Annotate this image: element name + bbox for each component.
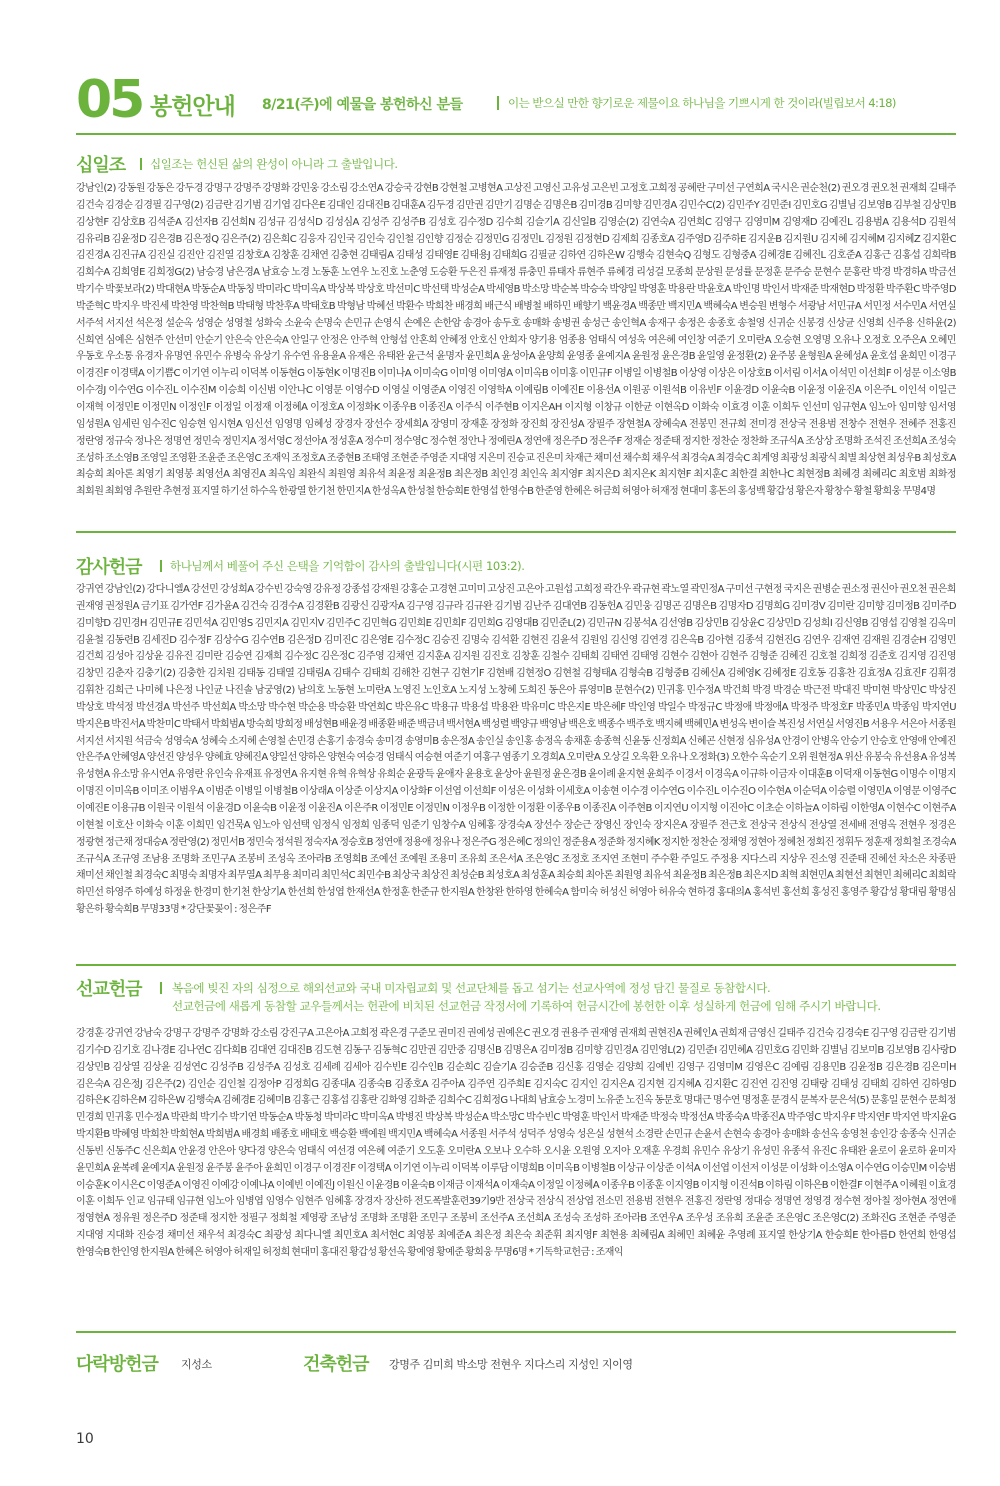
missions-note: * 기독학교헌금 : 조재익 <box>528 1246 623 1258</box>
tithe-subtitle: 십일조는 헌신된 삶의 완성이 아니라 그 출발입니다. <box>150 157 398 171</box>
daraakbang-names: 지성소 <box>181 1358 212 1371</box>
building-names: 강명주 김미희 박소망 전현우 지다스리 지성인 지이영 <box>389 1358 633 1371</box>
tithe-names: 강남인(2) 강동원 강동은 강두경 강명구 강명주 강명화 강민웅 강소림 강소연A 강승국 강현B 강현철 고병현A 고상진 고영신 고유성 고은빈 고정호 고희정 공혜란 구미선 구연희A 국시은 권순천(2) 권오경 권오천 권재희 길태주 김건숙 김경순 김경필 김구영(2) 김금란 김기범 김기엽 김다은E 김대인 김대진B 김대훈A 김두경 김만권 김만기 김명순 김명은B 김미경B 김미향 김민경A 김민수C(2) 김민주Y 김민준I 김민호G 김별님 김보영B 김부철 김상민B 김상현F 김상호B 김석준A 김선자B 김선희N 김성규 김성식D 김성심A 김성주 김성주B 김성호 김수정D 김수희 김슬기A 김신일B 김영순(2) 김연숙A 김연희C 김영구 김영미M 김영재D 김예진L 김용범A 김용석D 김원석 김유리B 김윤정D 김은경B 김은정Q 김은주(2) 김은희C 김응자 김인국 김인숙 김인철 김인향 김정순 김정민G 김정민L 김정원 김정현D 김제희 김종호A 김주영D 김주하E 김지운B 김지원U 김지혜 김지혜M 김지혜Z 김지환C 김진경A 김진규A 김진실 김진안 김진열 김창호A 김창훈 김채연 김충현 김태림A 김태성 김태영E 김태용J 김태희G 김필균 김하연 김하은W 김행숙 김현숙Q 김형도 김형중A 김혜경E 김혜진L 김호준A 김홍근 김홍섭 김희락B 김희수A 김희영E 김희정G(2) 남승경 남은경A 남효승 노경 노동훈 노연우 노진호 노춘영 도승환 두은진 류재정 류충민 류태자 류현주 류혜경 리성걸 모종희 문상원 문성률 문정훈 문주승 문현수 문홍란 박경 박경하A 박금선 박기수 박꽃보라(2) 박대현A 박동순A 박동칭 박미라C 박미옥A 박상복 박상호 박선미C 박선택 박성순A 박세영B 박소망 박순복 박승숙 박양일 박영훈 박용란 박윤호A 박인명 박인서 박재준 박재현D 박정환 박주환C 박주영D 박준혁C 박지우 박진세 박찬영 박찬혁B 박태형 박찬후A 박태호B 박형남 박혜선 박환수 박희찬 배경희 배근식 배병철 배하민 배향기 백윤경A 백종만 백지민A 백혜숙A 변승원 변형수 서광남 서민규A 서민정 서수민A 서연실 서주석 서지선 석은정 설순옥 성영순 성영철 성화숙 소윤숙 손명숙 손민규 손영식 손예은 손한암 송경아 송두호 송매화 송병권 송성근 송인혁A 송재구 송정은 송종호 송철영 신귀순 신봉경 신상균 신영희 신주용 신하윤(2) 신희연 심예은 심현주 안선미 안순기 안은숙 안은숙A 안일구 안정은 안주혁 안형섭 안혼희 안혜정 안호신 안희자 양기용 엄종용 엄태식 여성욱 여은혜 여인창 여준기 오미란A 오승현 오영명 오유나 오정호 오주은A 오혜민 우동호 우소통 유경자 유명연 유민수 유병숙 유상기 유수연 유용윤A 유재은 유태완 윤근석 윤명자 윤민희A 윤성아A 윤양희 윤영종 윤예지A 윤원정 윤은경B 윤일영 윤정환(2) 윤주봉 윤형원A 윤혜성A 윤호섭 윤희민 이경구 이경진F 이경택A 이기쁨C 이기연 이누리 이덕복 이동현G 이동현K 이명진B 이미나A 이미숙G 이미영 이미영A 이미옥B 이미홍 이민규F 이병일 이병철B 이상영 이상은 이상호B 이서림 이서A 이석민 이선희F 이성문 이소영B 이수경J 이수연G 이수진L 이수진M 이승희 이신범 이안나C 이영문 이영수D 이영실 이영준A 이영진 이영학A 이예림B 이예진E 이용선A 이원공 이원석B 이유빈F 이윤경D 이윤숙B 이윤정 이윤진A 이은주L 이인석 이일근 이재혁 이정민E 이정민N 이정인F 이정일 이정재 이정혜A 이정호A 이정화K 이종우B 이종진A 이주식 이주현B 이지은AH 이지형 이창규 이한균 이현옥D 이화숙 이효경 이훈 이희두 인선미 임규현A 임노아 임미향 임서영 임성원A 임세린 임수진C 임승현 임시현A 임신선 임영명 임혜성 장경자 장선수 장세희A 장영미 장재훈 장정화 장진희 장진성A 장필주 장현철A 장혜숙A 전봉민 전규희 전미경 전상국 전용범 전창수 전현우 전혜주 전홍진 정란영 정규숙 정나은 정명연 정민숙 정민지A 정서영C 정선아A 정성훈A 정수미 정수영C 정수현 정안나 정예린A 정연애 정은주D 정은주F 정재순 정준태 정지한 정찬순 정찬화 조규식A 조상상 조명화 조석진 조선희A 조성숙 조성하 조소영B 조영일 조영환 조윤준 조은영C 조재익 조정호A 조중현B 조태영 조현준 주영준 지대영 지은미 진승교 진은미 차재근 채미선 채수희 채우석 최경숙A 최경숙C 최계영 최광성 최광식 최별 최상현 최성우B 최성호A 최승희 최아론 최영기 최영봉 최영선A 최영진A 최옥임 최완식 최원영 최유석 최윤정 최윤정B 최은정B 최인경 최인옥 최지영F 최지은D 최지은K 최지현F 최지훈C 최한결 최한나C 최현정B 최혜경 최혜리C 최호범 최화정 최회원 최회영 추원란 추현정 표지열 하기선 하수옥 한광열 한기천 한민지A 한성옥A 한성철 한승희E 한영섭 한영수B 한준영 한혜은 허금희 허영아 허재정 현대미 홍돈의 홍성백 황갑성 황은자 황창수 황철 황희웅 무명4명 <box>76 183 956 498</box>
missions-subtitle-1: 복음에 빚진 자의 심정으로 해외선교와 국내 미자립교회 및 선교단체를 돕고 섬기는 선교사역에 정성 담긴 물질로 동참합시다. <box>172 981 771 995</box>
page-number: 10 <box>76 1431 94 1447</box>
page-title: 봉헌안내 <box>150 94 235 120</box>
building-title: 건축헌금 <box>303 1354 369 1375</box>
header-divider <box>497 96 499 110</box>
daraakbang-title: 다락방헌금 <box>76 1354 158 1375</box>
thanks-title: 감사헌금 <box>76 557 142 578</box>
missions-name-list: 강경훈 강귀연 강남숙 강명구 강명주 강명화 강소림 강진구A 고은아A 고희정 곽은경 구준모 권미진 권예성 권예은C 권오경 권용주 권재영 권재희 권현진A 권혜인A 권희재 금영신 길태주 김건숙 김경숙E 김구영 김금란 김기범 김기수D 김기호 김나경E 김나연C 김다희B 김대연 김대진B 김도현 김동구 김동혁C 김만권 김만중 김명신B 김명은A 김미정B 김미향 김민경A 김민영L(2) 김민준I 김민혜A 김민호G 김민화 김별님 김보미B 김보영B 김사랑D 김상민B 김상열 김상윤 김성연C 김성주B 김성주A 김성호 김세례 김세아 김수빈E 김수인B 김순희C 김슬기A 김승준B 김신홍 김영순 김양희 김예빈 김영구 김영미M 김영은C 김예림 김용민B 김윤정B 김은경B 김은미H 김은숙A 김은정J 김은주(2) 김인순 김인철 김정아P 김정희G 김종대A 김종숙B 김종호A 김주아A 김주연 김주희E 김지숙C 김지인 김지은A 김지현 김지혜A 김지환C 김진연 김진영 김태랑 김태성 김태희 김하연 김하영D 김하은K 김하은M 김하은W 김행숙A 김혜경E 김혜미B 김홍근 김홍섭 김홍란 김화영 김화준 김희수C 김희정G 나대희 남효승 노경미 노유준 노진옥 동문호 명대근 명수연 명정훈 문경식 문복자 문은석(5) 문홍일 문현수 문희정 민경희 민귀홍 민수정A 박관희 박기수 박기연 박동순A 박동청 박미라C 박미옥A 박병진 박상복 박성순A 박소망C 박수빈C 박영훈 박인서 박재준 박정숙 박정선A 박종숙A 박종진A 박주영C 박지우F 박지연F 박지연 박지윤G 박지환B 박혜영 박희찬 박희현A 박희범A 배경희 배종호 배태호 백승환 백예원 백지민A 백혜숙A 서종원 서주석 성덕주 성영숙 성은실 성현석 소경란 손민규 손윤서 손현숙 송경아 송매화 송선옥 송영천 송인강 송종숙 신귀순 신동빈 신동주C 신은희A 안윤경 안은아 양다경 양은숙 엄태식 여선경 여은혜 여준기 오도훈 오미란A 오보나 오수하 오시윤 오원영 오지아 오재훈 우경희 유민수 유상기 유성민 유종석 유진C 유태완 윤로이 윤로하 윤미자 윤민희A 윤복례 윤예지A 윤원정 윤주봉 윤주아 윤희민 이경구 이경진F 이경택A 이기연 이누리 이덕복 이루담 이명희B 이미옥B 이병철B 이상규 이상준 이석A 이선엽 이선저 이성문 이성화 이소영A 이수연G 이승민M 이승범 이승훈K 이시은C 이영준A 이영진 이예강 이예나A 이예빈 이예진J 이원신 이윤경B 이윤숙B 이재금 이재석A 이재숙A 이정일 이정혜A 이종우B 이종훈 이지영B 이지형 이진석B 이하림 이하은B 이한결F 이현주A 이혜원 이효경 이훈 이희두 인교 임규태 임규현 임노아 임병엽 임영수 임현주 임혜홍 장경자 장산하 전도폭발훈련39기9반 전상국 전상식 전상엽 전소민 전용범 전현우 전홍진 정란영 정대승 정명연 정영경 정수현 정아칠 정아현A 정연애 정영현A 정유원 정은주D 정준태 정지한 정필구 정희철 제영광 조남성 조명화 조명환 조민구 조봉비 조선주A 조선희A 조성숙 조성하 조아라B 조연우A 조우성 조유희 조윤준 조은영C 조은영C(2) 조화진G 조현준 주영준 지대영 지대화 진승경 채미선 채우석 최경숙C 최광성 최다니엘 최민호A 최서현C 최영봉 최예준A 최은정 최은숙 최준휘 최지영F 최현용 최혜림A 최혜민 최혜윤 추영례 표지열 한상기A 한승희E 한아름D 한연희 한영섭 한영숙B 한인영 한지원A 한혜은 허영아 허재일 허정희 현대미 홍대진 황갑성 황선옥 황예영 황예준 황희웅 무명6명 <box>76 1028 956 1258</box>
missions-divider <box>160 982 162 994</box>
thanks-name-list: 강귀연 강남인(2) 강다니엘A 강선민 강성희A 강수빈 강숙영 강유정 강종섭 강재원 강홍순 고경현 고미미 고상진 고은아 고원섭 고희정 곽간우 곽규현 곽노열 곽민정A 구미선 구현정 국지은 권병순 권소정 권신아 권오천 권은희 권재영 권정원A 금기표 김가연F 김가윤A 김건숙 김경수A 김경환B 김광신 김광자A 김구영 김규라 김규완 김기범 김난주 김대연B 김동헌A 김민웅 김명곤 김명은B 김명자D 김명희G 김미경V 김미란 김미향 김미정B 김미주D 김미향D 김민경H 김민규E 김민석A 김민영S 김민지A 김민지V 김민주C 김민혁G 김민희E 김민희F 김민희G 김영대B 김민준L(2) 김민규N 김봉석A 김선영B 김상민B 김상윤C 김상민D 김성희I 김신영B 김영섭 김영철 김옥미 김윤철 김동련B 김세진D 김수정F 김상수G 김수연B 김은정D 김미진C 김은영E 김수정C 김승진 김명숙 김석환 김현진 김윤석 김원임 김신영 김연경 김은옥B 김아현 김종석 김현진G 김연우 김재연 김재원 김경순H 김영민 김건희 김성아 김상윤 김유진 김미란 김승연 김재희 김수정C 김은정C 김주영 김채연 김지훈A 김지원 김진호 김창훈 김철수 김태희 김태연 김태영 김현수 김현아 김현주 김형준 김혜진 김호철 김희정 김준호 김지영 김진영 김창민 김춘자 김충기(2) 김충한 김치원 김태동 김태열 김태림A 김태수 김태희 김해찬 김현구 김현기F 김현배 김현정O 김현철 김형태A 김형숙B 김형중B 김혜신A 김혜영K 김혜정E 김호동 김홍찬 김효정A 김효진F 김휘경 김휘찬 김희근 나미혜 나은정 나인균 나진솔 남궁영(2) 남의호 노동현 노미란A 노영진 노인호A 노지성 노창혜 도희진 동은아 류영미B 문현수(2) 민귀홍 민수정A 박건희 박경 박경순 박근전 박대진 박미현 박상민C 박상진 박상호 박석정 박선경A 박선주 박선희A 박소망 박수현 박순용 박승환 박연희C 박은유C 박용규 박용섭 박용완 박유미C 박은지E 박은혜F 박인영 박일수 박정규C 박정애 박정애A 박정주 박정호F 박종민A 박종임 박지연U 박지은B 박진서A 박찬미C 박태서 박희범A 방숙희 방희정 배성현B 배윤경 배종환 배준 백금녀 백서현A 백성렬 백양규 백영남 백은호 백종수 백주호 백지혜 백혜민A 변성옥 변이슬 복진성 서연실 서영진B 서용우 서은아 서종원 서지선 서지원 석금숙 성영숙A 성혜숙 소지혜 손영철 손민경 손홍기 송경숙 송미경 송영미B 송은정A 송인실 송인홍 송정옥 송채훈 송종혁 신윤동 신정희A 신혜곤 신현정 심유성A 안경이 안병옥 안승기 안승호 안영애 안예진 안은주A 안혜영A 양선진 양성우 양혜효 양혜진A 양일선 양하은 양현숙 여승경 엄태식 여승현 여준기 여홍구 염종기 오경희A 오미란A 오상길 오욱환 오유나 오정화(3) 오한수 옥순기 오위 원현정A 위산 유봉숙 유선용A 유성복 유성현A 유소망 유시연A 유영란 유인숙 유재표 유정연A 유지현 유혁 유혁상 유희순 윤광득 윤애자 윤용호 윤상아 윤원정 윤은경B 윤이례 윤지현 윤희주 이경서 이경옥A 이규하 이금자 이대훈B 이덕재 이동현G 이명수 이명지 이명진 이미옥B 이미조 이범우A 이범준 이병일 이병철B 이상래A 이상준 이상지A 이상화F 이선엽 이선희F 이성은 이성화 이세호A 이송현 이수경 이수연G 이수진L 이수진O 이수현A 이순덕A 이승렬 이영민A 이영문 이영주C 이예진E 이용규B 이원국 이원석 이윤경D 이윤숙B 이윤정 이윤진A 이은주R 이정민E 이정민N 이정우B 이정한 이정환 이종우B 이종진A 이주현B 이지연U 이지형 이진아C 이초순 이하늘A 이하림 이한영A 이현수C 이현주A 이현철 이호산 이화숙 이훈 이희민 임건묵A 임노아 임선택 임정식 임정희 임종덕 임준기 임창수A 임혜홍 장경숙A 장선수 장순근 장영신 장인숙 장지은A 장필주 전근호 전상국 전상식 전상열 전세배 전영옥 전현우 정경은 정광현 정근채 정대승A 정란영(2) 정민서B 정민숙 정석원 정숙자A 정승호B 정연애 정용애 정유나 정은주G 정은혜C 정의인 정준용A 정준화 정지혜K 정지한 정찬순 정채영 정현아 정혜천 정회진 정휘두 정훈재 정희철 조경숙A 조규식A 조규영 조남용 조명화 조민구A 조봉비 조성옥 조아라B 조영희B 조예선 조예원 조용미 조유희 조은서A 조은영C 조정호 조지연 조현미 주수환 주일도 주정용 지다스리 지상우 진소영 진준태 진혜선 차소은 차종판 채미선 채인철 최경숙C 최명숙 최명자 최무열A 최무용 최미리 최민석C 최민수B 최상국 최상진 최성순B 최성호A 최성훈A 최승희 최아론 최원영 최유석 최윤정B 최은정B 최은지D 최혁 최현민A 최현선 최현민 최혜리C 최희락 하민선 하영주 하예성 하정윤 한경미 한기천 한상기A 한선희 한성엽 한재선A 한정훈 한준규 한지원A 한창완 한하영 한혜숙A 함미숙 허성신 허영아 허유숙 현하경 홍대의A 홍석빈 홍선희 홍성진 홍영주 황갑성 황대림 황명심 황은하 황숙희B 무명33명 <box>76 584 956 916</box>
tithe-rule <box>76 531 956 533</box>
page-subtitle: 8/21(주)에 예물을 봉헌하신 분들 <box>262 97 463 113</box>
missions-names <box>76 1026 956 1350</box>
page-header <box>76 70 956 134</box>
header-rule <box>76 133 956 135</box>
header-verse: 이는 받으실 만한 향기로운 제물이요 하나님을 기쁘시게 한 것이라(빌립보서 4:18) <box>508 96 896 110</box>
thanks-subtitle: 하나님께서 베풀어 주신 은택을 기억함이 감사의 출발입니다(시편 103:2). <box>170 559 525 573</box>
tithe-divider <box>140 158 142 170</box>
missions-title: 선교헌금 <box>76 979 142 1000</box>
thanks-rule <box>76 964 956 966</box>
missions-rule <box>76 1331 956 1333</box>
thanks-note: * 강단꽃꽂이 : 정은주F <box>180 904 272 916</box>
thanks-names <box>76 582 956 974</box>
tithe-title: 십일조 <box>76 155 126 176</box>
missions-subtitle-2: 선교헌금에 새롭게 동참할 교우들께서는 헌관에 비치된 선교헌금 작정서에 기록하여 헌금시간에 봉헌한 이후 성실하게 헌금에 임해 주시기 바랍니다. <box>172 999 881 1013</box>
thanks-divider <box>160 560 162 572</box>
section-number: 05 <box>76 70 143 130</box>
